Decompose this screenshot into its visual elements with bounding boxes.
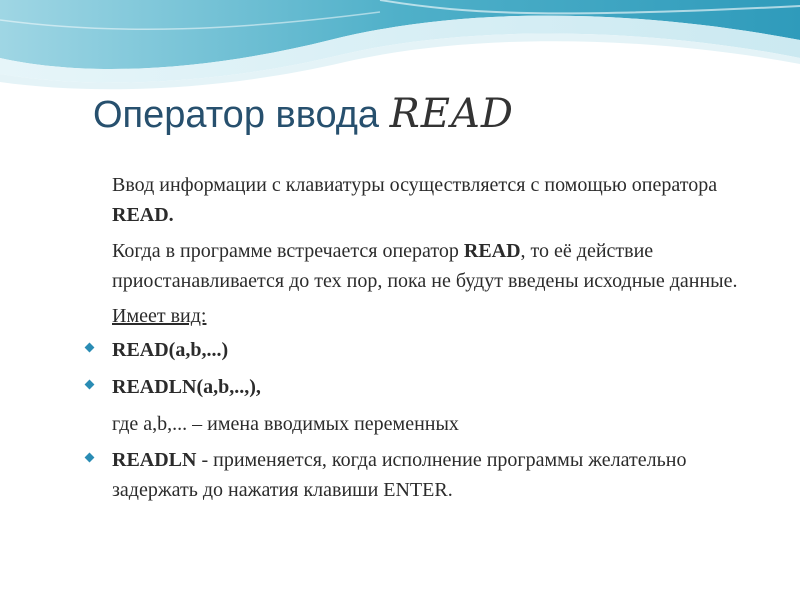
variables-note: где a,b,... – имена вводимых переменных <box>112 413 459 435</box>
paragraph-input-info <box>86 170 776 230</box>
bullet-read <box>86 335 776 365</box>
bullet-diamond-icon <box>85 343 95 353</box>
para2-text-start: Когда в программе встречается оператор <box>112 240 464 262</box>
bullet-readln-usage-bold: READLN <box>112 449 197 471</box>
slide-title <box>93 86 514 143</box>
bullet-diamond-icon <box>85 380 95 390</box>
title-read-script: READ <box>389 91 514 137</box>
slide-content <box>86 170 776 512</box>
para1-text: Ввод информации с клавиатуры осуществляется с помощью оператора <box>112 174 718 196</box>
bullet-readln-text: READLN(a,b,..,), <box>112 376 261 398</box>
paragraph-read-behavior <box>86 236 776 296</box>
para2-text-end: , то её действие приостанавливается до тех пор, пока не будут введены исходные данные. <box>112 240 738 292</box>
para1-bold-read: READ. <box>112 204 174 226</box>
para2-bold-read: READ <box>463 240 521 262</box>
bullet-readln <box>86 372 776 402</box>
form-label: Имеет вид: <box>112 305 207 327</box>
bullet-diamond-icon <box>85 453 95 463</box>
bullet-read-text: READ(a,b,...) <box>112 339 229 361</box>
header-wave-decoration <box>0 0 800 90</box>
bullet-readln-usage-text: - применяется, когда исполнение программы желательно задержать до нажатия клавиши ENTER. <box>112 449 687 501</box>
title-text: Оператор ввода <box>93 94 390 136</box>
form-label-paragraph <box>86 301 776 331</box>
bullet-readln-usage <box>86 445 776 505</box>
